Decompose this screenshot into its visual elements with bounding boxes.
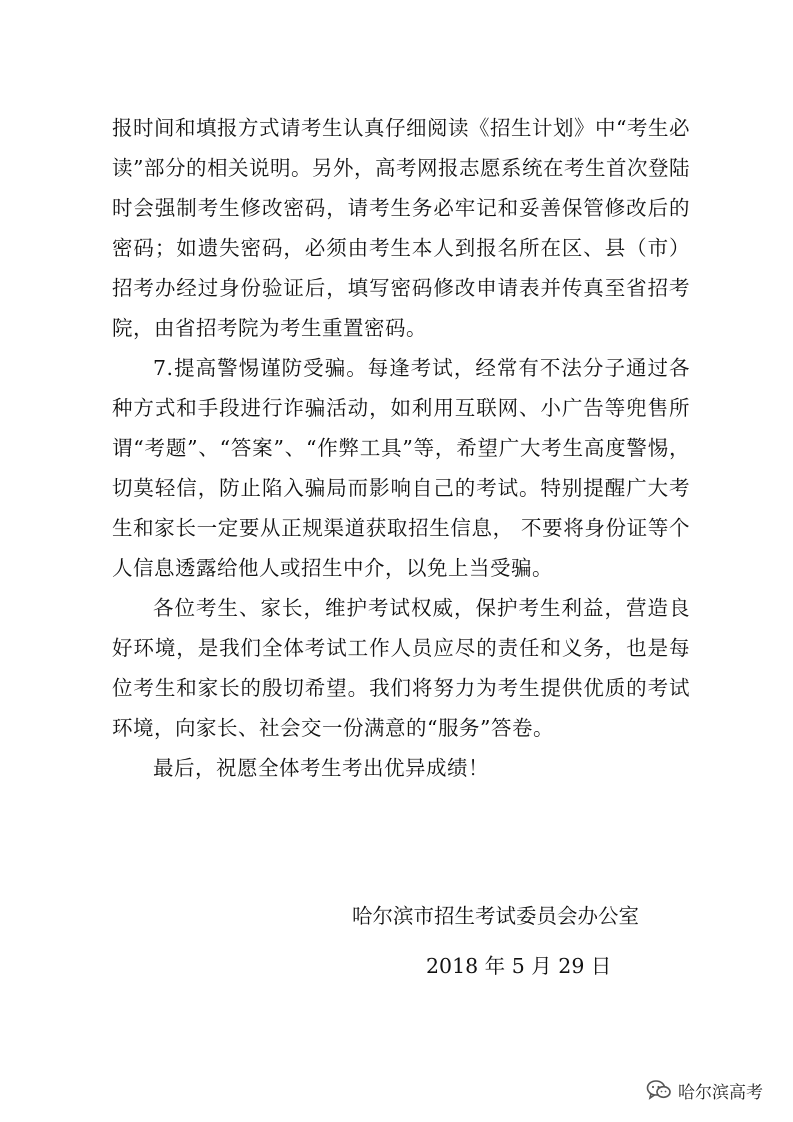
watermark-text: 哈尔滨高考 <box>678 1082 763 1103</box>
paragraph-1: 报时间和填报方式请考生认真仔细阅读《招生计划》中“考生必读”部分的相关说明。另外，高考网报志愿系统在考生首次登陆时会强制考生修改密码，请考生务必牢记和妥善保管修改后的密码；如遗失密码，必须由考生本人到报名所在区、县（市）招考办经过身份验证后，填写密码修改申请表并传真至省招考院，由省招考院为考生重置密码。 <box>112 116 690 340</box>
wechat-icon <box>646 1079 672 1101</box>
document-body <box>112 108 690 788</box>
paragraph-2: 7.提高警惕谨防受骗。每逢考试，经常有不法分子通过各种方式和手段进行诈骗活动，如利用互联网、小广告等兜售所谓“考题”、“答案”、“作弊工具”等，希望广大考生高度警惕，切莫轻信，防止陷入骗局而影响自己的考试。特别提醒广大考生和家长一定要从正规渠道获取招生信息， 不要将身份证等个人信息透露给他人或招生中介，以免上当受骗。 <box>112 356 690 580</box>
signature-organization: 哈尔滨市招生考试委员会办公室 <box>352 904 639 928</box>
paragraph-3: 各位考生、家长，维护考试权威，保护考生利益，营造良好环境，是我们全体考试工作人员应尽的责任和义务，也是每位考生和家长的殷切希望。我们将努力为考生提供优质的考试环境，向家长、社会交一份满意的“服务”答卷。 <box>112 596 690 740</box>
wechat-watermark <box>646 1075 763 1105</box>
signature-date: 2018 年 5 月 29 日 <box>426 954 612 978</box>
signature-block <box>352 896 639 986</box>
paragraph-4: 最后，祝愿全体考生考出优异成绩！ <box>153 756 489 780</box>
